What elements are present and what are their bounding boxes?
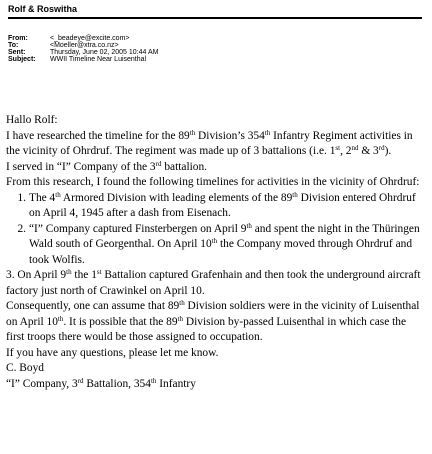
- ordinal-suffix: st: [96, 268, 102, 276]
- title-divider: [8, 17, 422, 19]
- sent-row: [8, 49, 158, 56]
- text-run: “I” Company, 3: [6, 377, 78, 390]
- list-number: 1.: [17, 191, 26, 204]
- text-run: Division by-passed Luisenthal in which case the first troops there would be those assigned to occupation.: [6, 315, 407, 343]
- ordinal-suffix: th: [66, 268, 72, 276]
- paragraph-item-3: [6, 268, 426, 299]
- list-item: [6, 191, 426, 222]
- text-run: & 3: [358, 145, 379, 157]
- subject-label: Subject:: [8, 56, 36, 63]
- text-run: the 1: [71, 269, 97, 281]
- text-run: “I” Company captured Finsterbergen on April 9: [29, 222, 247, 235]
- text-run: Consequently, one can assume that 89: [6, 300, 180, 312]
- signature-unit: [6, 377, 426, 393]
- text-run: Division’s 354: [195, 129, 265, 142]
- text-run: I served in “I” Company of the 3: [6, 160, 156, 173]
- text-run: Battalion captured Grafenhain and then took the underground aircraft factory just north of Crawinkel on April 10.: [6, 269, 421, 297]
- text-run: I have researched the timeline for the 89: [6, 129, 190, 142]
- list-text: [29, 222, 426, 269]
- ordinal-suffix: nd: [351, 144, 359, 152]
- ordinal-suffix: th: [246, 221, 252, 230]
- sent-label: Sent:: [8, 49, 26, 56]
- ordinal-suffix: th: [189, 128, 196, 137]
- signature-name: C. Boyd: [6, 362, 44, 374]
- text-run: the Company moved through Ohrdruf and took Wolfis.: [29, 238, 413, 266]
- from-row: [8, 35, 158, 42]
- ordinal-suffix: st: [335, 144, 341, 152]
- text-run: 3. On April 9: [6, 269, 67, 281]
- text-run: Infantry: [156, 377, 196, 390]
- email-body: [6, 113, 426, 392]
- text-run: Armored Division with leading elements of the 89: [60, 191, 293, 204]
- ordinal-suffix: rd: [77, 376, 84, 385]
- from-value: <_beadeye@excite.com>: [50, 35, 130, 42]
- to-value: <Moeller@xtra.co.nz>: [50, 42, 119, 49]
- paragraph-research: [6, 129, 426, 160]
- paragraph-intro: From this research, I found the following timelines for activities in the vicinity of Ohrdruf:: [6, 176, 420, 188]
- greeting: Hallo Rolf:: [6, 114, 58, 126]
- paragraph-questions: If you have any questions, please let me know.: [6, 346, 219, 359]
- text-run: and spent the night in the Thüringen Wald south of Georgenthal. On April 10: [29, 222, 420, 250]
- paragraph-served: [6, 160, 426, 176]
- ordinal-suffix: th: [177, 314, 184, 323]
- to-label: To:: [8, 42, 19, 49]
- sent-value: Thursday, June 02, 2005 10:44 AM: [50, 49, 159, 56]
- subject-value: WWII Timeline Near Luisenthal: [50, 56, 147, 63]
- ordinal-suffix: th: [55, 190, 61, 199]
- text-run: Division soldiers were in the vicinity of Luisenthal on April 10: [6, 300, 420, 328]
- ordinal-suffix: th: [57, 314, 64, 323]
- text-run: . It is possible that the 89: [63, 315, 178, 328]
- text-run: , 2: [340, 145, 352, 157]
- text-run: Infantry Regiment activities in the vicinity of Ohrdruf. The regiment was made up of 3 battalions (i.e. 1: [6, 129, 413, 157]
- text-run: Battalion, 354: [83, 377, 151, 390]
- paragraph-conclusion: [6, 299, 426, 346]
- document-title: Rolf & Roswitha: [8, 4, 77, 14]
- list-text: [29, 191, 426, 222]
- ordinal-suffix: th: [292, 190, 298, 199]
- text-run: The 4: [29, 191, 56, 204]
- subject-row: [8, 56, 158, 63]
- list-item: [6, 222, 426, 269]
- ordinal-suffix: rd: [155, 159, 162, 168]
- to-row: [8, 42, 158, 49]
- from-label: From:: [8, 35, 28, 42]
- ordinal-suffix: th: [150, 376, 157, 385]
- text-run: battalion.: [161, 160, 208, 173]
- ordinal-suffix: rd: [378, 144, 385, 152]
- ordinal-suffix: th: [264, 128, 271, 137]
- text-run: ).: [384, 145, 392, 157]
- ordinal-suffix: th: [179, 299, 185, 307]
- email-header: [8, 35, 158, 63]
- ordinal-suffix: th: [211, 237, 218, 245]
- list-number: 2.: [17, 222, 26, 235]
- text-run: Division entered Ohrdruf on April 4, 1945 after a dash from Eisenach.: [29, 191, 416, 219]
